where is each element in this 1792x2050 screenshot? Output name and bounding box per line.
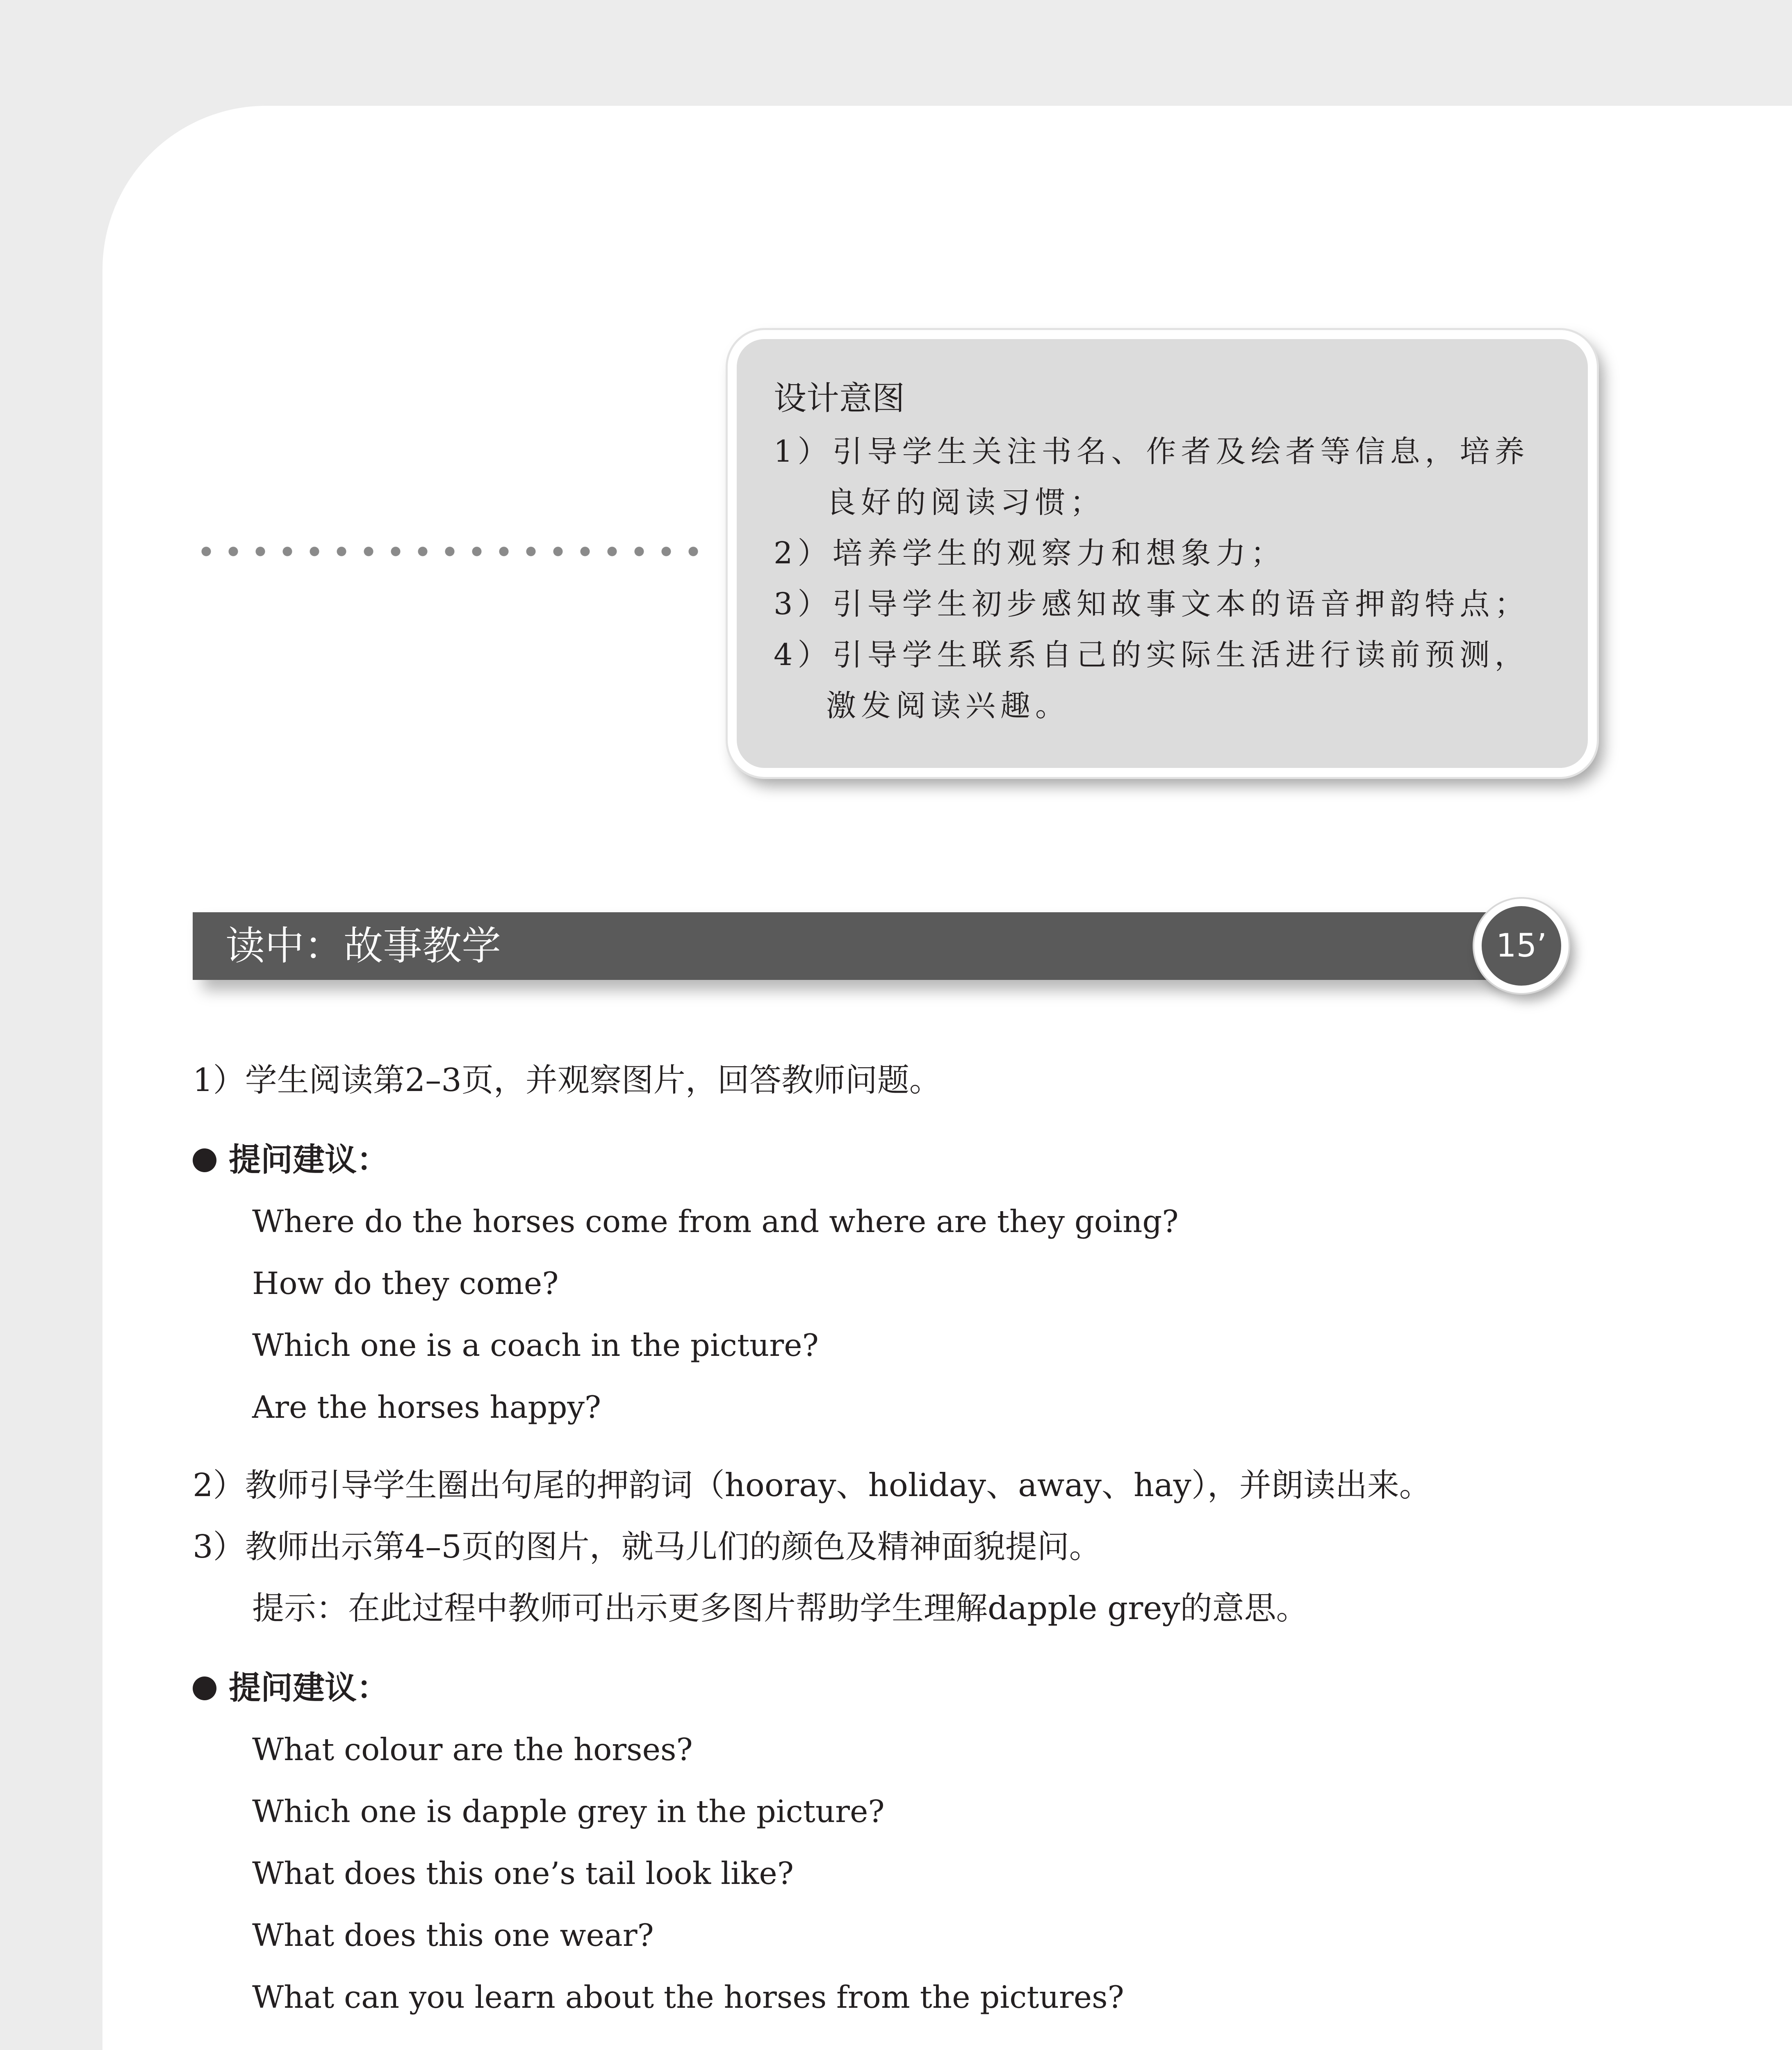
question-item: Where do the horses come from and where are they going? — [252, 1203, 1179, 1239]
questions-heading-label: 提问建议： — [229, 1670, 389, 1706]
bullet-dot-icon — [193, 1676, 216, 1700]
design-intent-title: 设计意图 — [774, 379, 905, 417]
question-item: How do they come? — [252, 1265, 559, 1301]
design-intent-box — [728, 330, 1597, 777]
step-3: 3）教师出示第4–5页的图片，就马儿们的颜色及精神面貌提问。 — [193, 1528, 1101, 1565]
step-4 — [193, 2045, 1628, 2050]
question-list — [193, 1191, 1628, 1438]
design-intent-item: 3）引导学生初步感知故事文本的语音押韵特点； — [774, 587, 1530, 622]
section-header-bar — [193, 912, 1496, 980]
questions-heading — [193, 1657, 1628, 1719]
time-badge — [1474, 899, 1569, 993]
design-intent-item: 4）引导学生联系自己的实际生活进行读前预测，激发阅读兴趣。 — [774, 638, 1530, 723]
question-item: What does this one’s tail look like? — [252, 1855, 794, 1891]
lesson-content — [193, 1050, 1628, 2050]
question-item: What does this one wear? — [252, 1917, 654, 1953]
question-item: Are the horses happy? — [252, 1389, 601, 1425]
questions-heading-label: 提问建议： — [229, 1141, 389, 1178]
step-1: 1）学生阅读第2–3页，并观察图片，回答教师问题。 — [193, 1062, 941, 1099]
dotted-leader — [193, 541, 707, 562]
bullet-dot-icon — [193, 1148, 216, 1172]
question-item: What colour are the horses? — [252, 1731, 693, 1768]
questions-heading — [193, 1129, 1628, 1191]
step-3-tip: 提示：在此过程中教师可出示更多图片帮助学生理解dapple grey的意思。 — [252, 1590, 1308, 1627]
time-badge-label: 15’ — [1496, 927, 1547, 964]
design-intent-item: 1）引导学生关注书名、作者及绘者等信息，培养良好的阅读习惯； — [774, 434, 1530, 520]
question-list — [193, 1719, 1628, 2028]
design-intent-item: 2）培养学生的观察力和想象力； — [774, 536, 1286, 571]
section-title: 读中：故事教学 — [225, 923, 501, 969]
question-item: Which one is a coach in the picture? — [252, 1327, 819, 1363]
question-item: What can you learn about the horses from the pictures? — [252, 1979, 1124, 2015]
question-item: Which one is dapple grey in the picture? — [252, 1793, 885, 1829]
step-2: 2）教师引导学生圈出句尾的押韵词（hooray、holiday、away、hay），并朗读出来。 — [193, 1467, 1431, 1504]
